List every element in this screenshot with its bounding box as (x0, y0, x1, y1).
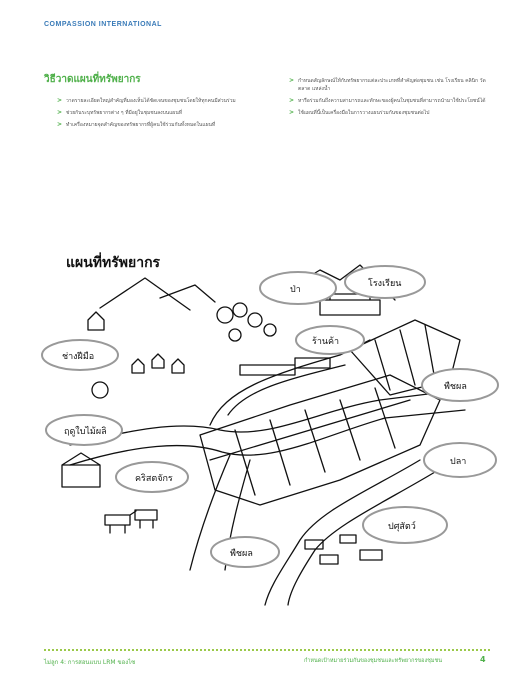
map-title: แผนที่ทรัพยากร (66, 255, 161, 271)
chevron-right-icon: > (57, 121, 63, 128)
resource-map-illustration (40, 240, 500, 610)
bullet-item: > ทำเครื่องหมายจุดสำคัญของทรัพยากรที่ผู้คนใช้ร่วมกันทั้งหมดในแผนที่ (57, 121, 216, 128)
bullet-item: > หารือร่วมกันถึงความสามารถและทักษะของผู้คนในชุมชนที่สามารถนำมาใช้ประโยชน์ได้ (289, 97, 486, 104)
bullet-list-left (57, 97, 257, 133)
chevron-right-icon: > (289, 109, 295, 116)
cow (135, 510, 157, 528)
chevron-right-icon: > (289, 77, 295, 84)
chevron-right-icon: > (289, 97, 295, 104)
bullet-list-right (289, 77, 489, 121)
map-label-church: คริสตจักร (135, 474, 173, 484)
bullet-item: > ใช้แผนที่นี้เป็นเครื่องมือในการวางแผนร่วมกันของชุมชนต่อไป (289, 109, 430, 116)
map-label-shop: ร้านค้า (312, 337, 340, 347)
map-label-livestock: ปศุสัตว์ (388, 522, 416, 532)
brand-header: COMPASSION INTERNATIONAL (44, 21, 162, 28)
cow (105, 511, 136, 533)
house (88, 312, 104, 330)
goat (305, 535, 382, 564)
footer-divider (44, 649, 490, 651)
road (228, 365, 345, 415)
footer-left-text: ไม่ลูก 4: การสอนแบบ LRM ของไซ (44, 659, 136, 666)
map-label-crops-bottom: พืชผล (230, 549, 253, 559)
mountain (100, 278, 215, 310)
chevron-right-icon: > (57, 109, 63, 116)
page-number: 4 (480, 655, 486, 664)
section-title: วิธีวาดแผนที่ทรัพยากร (44, 74, 141, 85)
map-label-crops-right: พืชผล (444, 382, 467, 392)
map-label-forest: ป่า (290, 285, 301, 295)
chevron-right-icon: > (57, 97, 63, 104)
road (70, 390, 460, 445)
bullet-item: > กำหนดสัญลักษณ์ให้กับทรัพยากรแต่ละประเภทที่สำคัญต่อชุมชน เช่น โรงเรียน คลินิก วัด ตลาด แหล่งน้ำ (289, 77, 486, 92)
bullet-item: > วาดรายละเอียดใหญ่สำคัญที่มองเห็นได้ชัดเจนของชุมชนโดยให้ทุกคนมีส่วนร่วม (57, 97, 236, 104)
map-label-fish: ปลา (450, 457, 467, 467)
road (70, 410, 465, 465)
map-label-flower-season: ฤดูใบไม้ผลิ (64, 427, 107, 437)
footer-right-text: กำหนดเป้าหมายร่วมกันของชุมชนและทรัพยากรของชุมชน (304, 658, 443, 664)
map-label-craftsman: ช่างฝีมือ (62, 352, 95, 362)
map-label-school: โรงเรียน (368, 279, 402, 289)
house (132, 354, 184, 373)
bullet-item: > ช่วยกันระบุทรัพยากรต่าง ๆ ที่มีอยู่ในชุมชนลงบนแผนที่ (57, 109, 183, 116)
